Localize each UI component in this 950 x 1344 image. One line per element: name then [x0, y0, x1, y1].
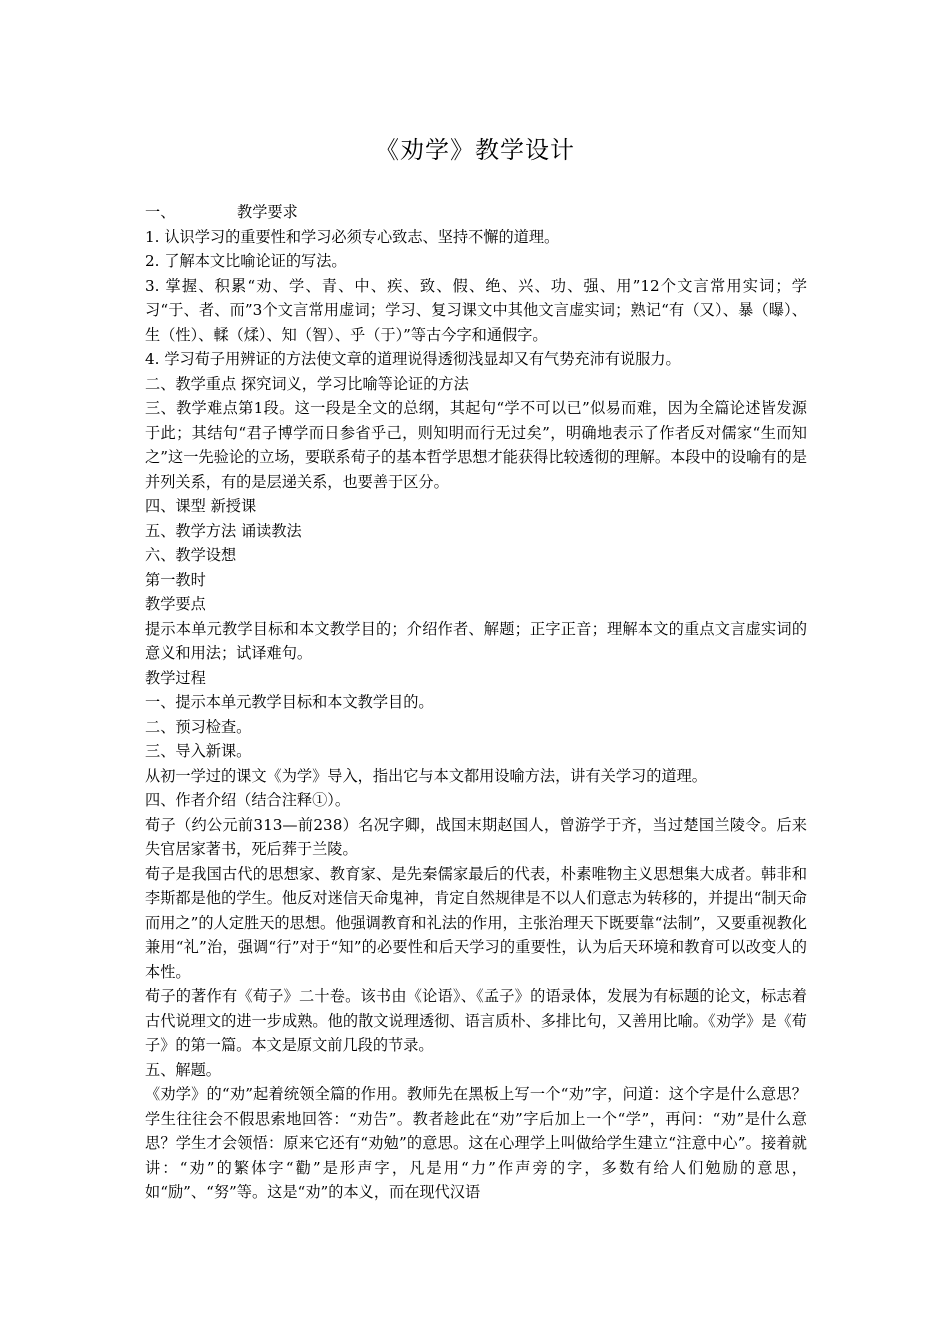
- paragraph: 三、教学难点第1段。这一段是全文的总纲，其起句“学不可以已”似易而难，因为全篇论述皆发源于此；其结句“君子博学而日参省乎己，则知明而行无过矣”，明确地表示了作者反对儒家“生而知之”这一先验论的立场，要联系荀子的基本哲学思想才能获得比较透彻的理解。本段中的设喻有的是并列关系，有的是层递关系，也要善于区分。: [145, 399, 807, 491]
- paragraph: 提示本单元教学目标和本文教学目的；介绍作者、解题；正字正音；理解本文的重点文言虚实词的意义和用法；试译难句。: [145, 619, 807, 662]
- document-title: 《劝学》教学设计: [375, 136, 575, 164]
- paragraph: 3. 掌握、积累“劝、学、青、中、疾、致、假、绝、兴、功、强、用”12个文言常用实词；学习“于、者、而”3个文言常用虚词；学习、复习课文中其他文言虚实词；熟记“有（又）、暴（曝）、生（性）、輮（煣）、知（智）、乎（于）”等古今字和通假字。: [145, 276, 807, 344]
- paragraph: 教学过程: [145, 668, 206, 687]
- paragraph: 1. 认识学习的重要性和学习必须专心致志、坚持不懈的道理。: [145, 227, 560, 246]
- paragraph: 二、预习检查。: [145, 717, 252, 736]
- paragraph: 四、课型 新授课: [145, 497, 257, 515]
- paragraph: 荀子（约公元前313—前238）名况字卿，战国末期赵国人，曾游学于齐，当过楚国兰陵令。后来失官居家著书，死后葬于兰陵。: [145, 815, 807, 858]
- paragraph: 五、解题。: [145, 1060, 221, 1079]
- paragraph: 教学要点: [145, 595, 206, 613]
- paragraph: 六、教学设想: [145, 546, 237, 564]
- paragraph: 三、导入新课。: [145, 742, 252, 760]
- document-body: [145, 200, 807, 1205]
- section-number: 一、: [145, 203, 176, 221]
- paragraph: 四、作者介绍（结合注释①）。: [145, 791, 351, 809]
- paragraph: 二、教学重点 探究词义，学习比喻等论证的方法: [145, 374, 469, 393]
- paragraph: 一、提示本单元教学目标和本文教学目的。: [145, 693, 434, 711]
- paragraph: 第一教时: [145, 570, 206, 589]
- paragraph: 《劝学》的“劝”起着统领全篇的作用。教师先在黑板上写一个“劝”字，问道：这个字是什么意思？学生往往会不假思索地回答：“劝告”。教者趁此在“劝”字后加上一个“学”，再问：“劝”是什么意思？学生才会领悟：原来它还有“劝勉”的意思。这在心理学上叫做给学生建立“注意中心”。接着就讲：“劝”的繁体字“勸”是形声字，凡是用“力”作声旁的字，多数有给人们勉励的意思，如“励”、“努”等。这是“劝”的本义，而在现代汉语: [145, 1085, 807, 1201]
- paragraph: 荀子的著作有《荀子》二十卷。该书由《论语》、《孟子》的语录体，发展为有标题的论文，标志着古代说理文的进一步成熟。他的散文说理透彻、语言质朴、多排比句，又善用比喻。《劝学》是《荀子》的第一篇。本文是原文前几段的节录。: [145, 987, 807, 1054]
- paragraph: 荀子是我国古代的思想家、教育家、是先秦儒家最后的代表，朴素唯物主义思想集大成者。韩非和李斯都是他的学生。他反对迷信天命鬼神，肯定自然规律是不以人们意志为转移的，并提出“制天命而用之”的人定胜天的思想。他强调教育和礼法的作用，主张治理天下既要靠“法制”，又要重视教化兼用“礼”治，强调“行”对于“知”的必要性和后天学习的重要性，认为后天环境和教育可以改变人的本性。: [145, 864, 807, 981]
- section-heading: [145, 200, 807, 225]
- section-heading-text: 教学要求: [237, 203, 298, 221]
- paragraph: 五、教学方法 诵读教法: [145, 521, 302, 540]
- paragraph: 2. 了解本文比喻论证的写法。: [145, 252, 347, 270]
- paragraph: 4. 学习荀子用辨证的方法使文章的道理说得透彻浅显却又有气势充沛有说服力。: [145, 350, 681, 368]
- paragraph: 从初一学过的课文《为学》导入，指出它与本文都用设喻方法，讲有关学习的道理。: [145, 766, 707, 785]
